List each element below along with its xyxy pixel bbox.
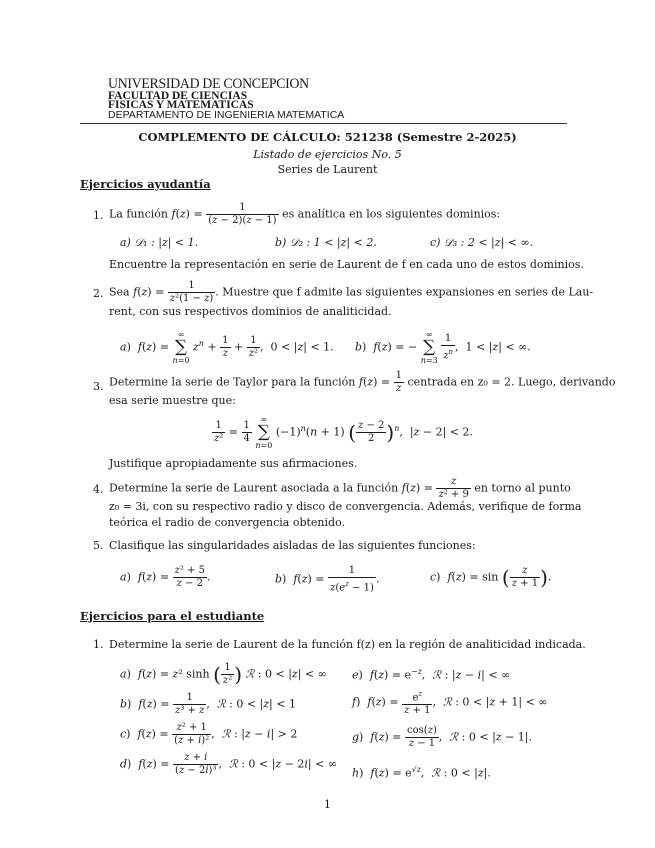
page-number: 1 [324, 798, 331, 811]
exercise-1-statement: La función f(z) = $\frac{1}{(z - 2)(z - 1)}$ es analítica en los siguientes dominios: [109, 202, 501, 226]
exercise-1-domain-b: b) 𝒟₂ : 1 < |z| < 2. [275, 236, 377, 249]
exercise-2-expansion-a: a) f(z) = ∞ ∑ n=0 $z^n$ + $\frac{1}{z}$ + $\frac{1}{\text{z²}}$ , 0 < |z| < 1. [120, 330, 334, 365]
document-subtitle: Listado de ejercicios No. 5 [253, 148, 402, 161]
document-title: COMPLEMENTO DE CÁLCULO: 521238 (Semestre 2-2025) [138, 130, 517, 144]
student-exercise-1-statement: Determine la serie de Laurent de la función f(z) en la región de analiticidad indicada. [109, 638, 586, 651]
university-name: UNIVERSIDAD DE CONCEPCION [108, 76, 309, 92]
exercise-3-line-2: esa serie muestre que: [109, 394, 236, 407]
exercise-2-line-2: rent, con sus respectivos dominios de analiticidad. [109, 305, 392, 318]
faculty-line-2: FISICAS Y MATEMATICAS [108, 99, 254, 111]
exercise-1-instruction: Encuentre la representación en serie de Laurent de f en cada uno de estos dominios. [109, 258, 584, 271]
exercise-4-number: 4. [93, 483, 104, 496]
student-item-g: g) f(z) = $\frac{\cos(z)}{z - 1}$ , ℛ : 0 < |z − 1|. [352, 725, 532, 749]
exercise-3-number: 3. [93, 380, 104, 393]
student-item-e: e) $f(z) = e^{-z}$, ℛ : |z − i| < ∞ [352, 667, 511, 682]
department-name: DEPARTAMENTO DE INGENIERIA MATEMATICA [108, 109, 345, 121]
student-item-h: h) $f(z) = e^{√z}$, ℛ : 0 < |z|. [352, 765, 491, 780]
exercise-4-statement: Determine la serie de Laurent asociada a la función f(z) = $\frac{z}{\text{z² + 9}}$ en torno al punto [109, 476, 571, 500]
exercise-5-function-b: b) f(z) = $\frac{1}{z(e^z - 1)}$ . [275, 565, 380, 594]
student-item-b: b) f(z) = $\frac{1}{\text{z³ + z}}$ , ℛ : 0 < |z| < 1 [120, 692, 296, 716]
exercise-5-function-c: c) f(z) = sin ( $\frac{z}{z + 1}$ ). [430, 565, 552, 590]
exercise-2-expansion-b: b) f(z) = − ∞ ∑ n=3 $\frac{1}{z^n}$ , 1 < |z| < ∞. [355, 330, 531, 365]
exercise-3-instruction: Justifique apropiadamente sus afirmaciones. [109, 457, 358, 470]
exercise-5-number: 5. [93, 539, 104, 552]
exercise-1-domain-c: c) 𝒟₃ : 2 < |z| < ∞. [430, 236, 534, 249]
exercise-3-statement: Determine la serie de Taylor para la función f(z) = $\frac{1}{z}$ centrada en z₀ = 2. Luego, derivando [109, 370, 616, 394]
student-item-f: f) f(z) = $\frac{e^z}{z + 1}$ , ℛ : 0 < |z + 1| < ∞ [352, 690, 548, 717]
section-heading-ayudantia: Ejercicios ayudantía [80, 177, 211, 191]
section-heading-estudiante: Ejercicios para el estudiante [80, 609, 265, 623]
student-exercise-1-number: 1. [93, 638, 104, 651]
exercise-3-formula: $\frac{1}{\text{z²}}$ = $\frac{1}{4}$ ∞ ∑ n=0 $(-1)^n(n + 1)$ ( $\frac{z - 2}{2}$ )$^n$, |z − 2| < 2. [214, 415, 473, 450]
exercise-2-number: 2. [93, 287, 104, 300]
exercise-4-line-2: z₀ = 3i, con su respectivo radio y disco de convergencia. Además, verifique de forma [109, 500, 582, 513]
exercise-4-line-3: teórica el radio de convergencia obtenido. [109, 516, 345, 529]
faculty-line-1: FACULTAD DE CIENCIAS [108, 90, 248, 102]
exercise-2-statement: Sea f(z) = $\frac{1}{\text{z²(1 − z)}}$ . Muestre que f admite las siguientes expansiones en series de Lau- [109, 280, 594, 304]
document-topic: Series de Laurent [277, 163, 378, 176]
student-item-a: a) f(z) = z² sinh ( $\frac{1}{\text{z²}}$ ) ℛ : 0 < |z| < ∞ [120, 662, 327, 687]
exercise-1-domain-a: a) 𝒟₁ : |z| < 1. [120, 236, 199, 249]
student-item-d: d) f(z) = $\frac{z + i}{\text{(z − 2i)³}}$ , ℛ : 0 < |z − 2i| < ∞ [120, 752, 337, 776]
exercise-5-function-a: a) f(z) = $\frac{\text{z² + 5}}{z - 2}$ . [120, 565, 211, 589]
exercise-5-statement: Clasifique las singularidades aisladas de las siguientes funciones: [109, 539, 476, 552]
student-item-c: c) f(z) = $\frac{\text{z² + 1}}{\text{(z + i)²}}$ , ℛ : |z − i| > 2 [120, 722, 298, 746]
header-rule [80, 123, 567, 124]
exercise-1-number: 1. [93, 209, 104, 222]
